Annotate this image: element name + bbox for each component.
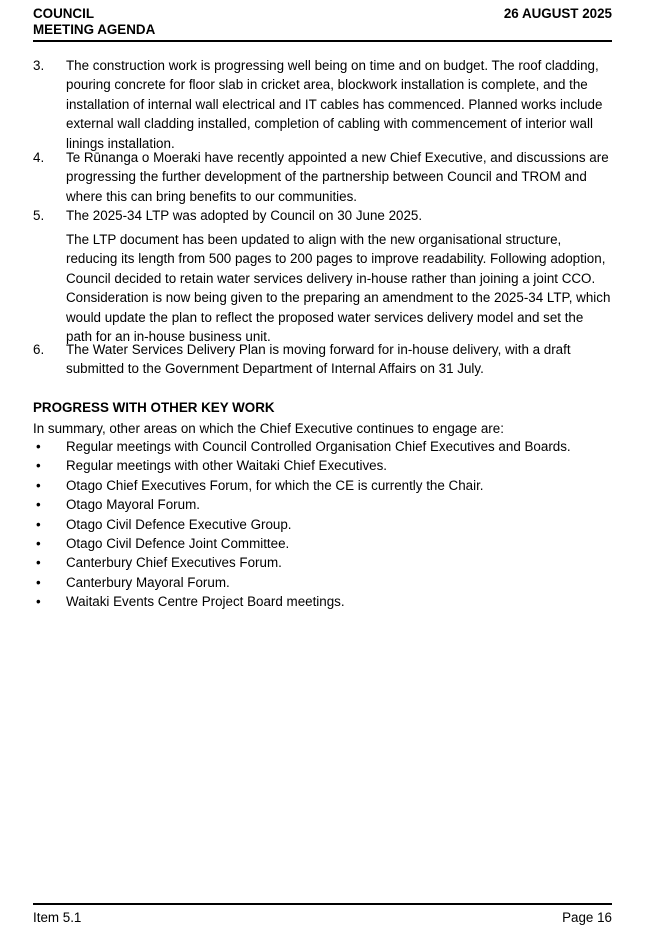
list-item: [33, 592, 571, 611]
bullet-text: Otago Chief Executives Forum, for which the CE is currently the Chair.: [66, 477, 484, 493]
item-text: The 2025-34 LTP was adopted by Council on 30 June 2025.: [66, 208, 423, 223]
bullet-text: Regular meetings with other Waitaki Chief Executives.: [66, 458, 388, 474]
section-heading: PROGRESS WITH OTHER KEY WORK: [33, 400, 275, 415]
header-title-line1: COUNCIL: [33, 6, 94, 21]
footer-page-number: Page 16: [562, 910, 612, 925]
bullet-icon: •: [36, 497, 41, 513]
bullet-icon: •: [36, 516, 41, 532]
list-item: [33, 495, 571, 514]
bullet-text: Canterbury Chief Executives Forum.: [66, 555, 282, 571]
bullet-text: Canterbury Mayoral Forum.: [66, 574, 230, 590]
item-text: Te Rūnanga o Moeraki have recently appointed a new Chief Executive, and discussions are progressing the further development of the partnership between Council and TROM and where this can bring benefits to our communities.: [66, 150, 609, 204]
page-header: [33, 6, 612, 42]
item-text: The Water Services Delivery Plan is moving forward for in-house delivery, with a draft submitted to the Government Department of Internal Affairs on 31 July.: [66, 342, 571, 377]
engagement-list: [33, 437, 571, 612]
bullet-icon: •: [36, 477, 41, 493]
list-item: [33, 456, 571, 475]
list-item-3: [33, 56, 613, 153]
bullet-icon: •: [36, 555, 41, 571]
bullet-icon: •: [36, 536, 41, 552]
bullet-text: Waitaki Events Centre Project Board meetings.: [66, 594, 345, 610]
bullet-icon: •: [36, 594, 41, 610]
list-item: [33, 515, 571, 534]
ltp-paragraph: The LTP document has been updated to align with the new organisational structure, reducing its length from 500 pages to 200 pages to improve readability. Following adoption, Council decided to retain water services delivery in-house rather than joining a joint CCO. Consideration is now being given to the preparing an amendment to the 2025-34 LTP, which would update the plan to reflect the proposed water services delivery model and set the path for an in-house business unit.: [66, 232, 611, 345]
header-title: [33, 6, 155, 38]
list-item: [33, 437, 571, 456]
list-item: [33, 553, 571, 572]
list-item: [33, 573, 571, 592]
header-date: 26 AUGUST 2025: [503, 6, 612, 21]
page-footer: [33, 903, 612, 925]
item-text: The construction work is progressing well being on time and on budget. The roof cladding, pouring concrete for floor slab in cricket area, blockwork installation is complete, and the installation of internal wall electrical and IT cables has commenced. Planned works include external wall cladding installed, completion of cabling with commencement of interior wall linings installation.: [66, 58, 603, 151]
footer-item: Item 5.1: [33, 910, 82, 925]
item-number: 5.: [33, 208, 45, 223]
list-item: [33, 476, 571, 495]
list-item-4: [33, 148, 613, 206]
bullet-text: Otago Civil Defence Joint Committee.: [66, 536, 290, 552]
bullet-text: Otago Mayoral Forum.: [66, 497, 200, 513]
item-number: 3.: [33, 58, 45, 73]
bullet-icon: •: [36, 439, 41, 454]
list-item-6: [33, 340, 613, 379]
list-item-5: [33, 206, 613, 225]
bullet-icon: •: [36, 458, 41, 474]
bullet-text: Otago Civil Defence Executive Group.: [66, 516, 292, 532]
section-intro: In summary, other areas on which the Chief Executive continues to engage are:: [33, 421, 504, 436]
item-number: 4.: [33, 150, 45, 165]
list-item: [33, 534, 571, 553]
bullet-icon: •: [36, 574, 41, 590]
header-title-line2: MEETING AGENDA: [33, 22, 156, 37]
bullet-text: Regular meetings with Council Controlled Organisation Chief Executives and Boards.: [66, 439, 571, 454]
item-number: 6.: [33, 342, 45, 357]
